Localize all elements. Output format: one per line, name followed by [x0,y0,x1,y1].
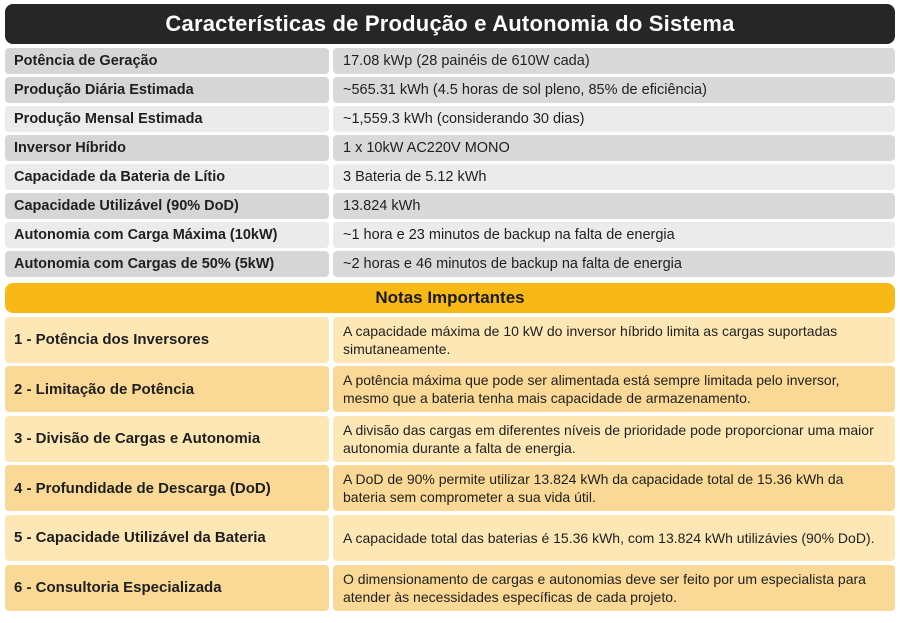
note-text-content: A potência máxima que pode ser alimentada está sempre limitada pelo inversor, mesmo que a bateria tenha mais capacidade de armazenamento. [343,372,840,407]
spec-row [5,251,895,277]
note-text-content: A divisão das cargas em diferentes níveis de prioridade pode proporcionar uma maior autonomia durante a falta de energia. [343,421,874,456]
page-title: Características de Produção e Autonomia do Sistema [5,4,895,44]
note-row [5,366,895,412]
spec-label: Autonomia com Cargas de 50% (5kW) [5,251,329,277]
note-text [333,416,895,462]
note-label: 3 - Divisão de Cargas e Autonomia [5,416,329,462]
spec-value: 1 x 10kW AC220V MONO [333,135,895,161]
spec-row [5,135,895,161]
note-label: 4 - Profundidade de Descarga (DoD) [5,465,329,511]
note-row [5,416,895,462]
spec-label: Capacidade Utilizável (90% DoD) [5,193,329,219]
specs-table [5,48,895,277]
spec-value: 3 Bateria de 5.12 kWh [333,164,895,190]
note-text [333,317,895,363]
note-text [333,366,895,412]
spec-value: ~1,559.3 kWh (considerando 30 dias) [333,106,895,132]
spec-row [5,106,895,132]
note-row [5,565,895,611]
spec-row [5,164,895,190]
spec-value: ~1 hora e 23 minutos de backup na falta de energia [333,222,895,248]
note-text [333,465,895,511]
spec-row [5,77,895,103]
note-label: 6 - Consultoria Especializada [5,565,329,611]
note-text-content: A capacidade total das baterias é 15.36 kWh, com 13.824 kWh utilizávies (90% DoD). [343,529,875,546]
note-text [333,565,895,611]
spec-label: Potência de Geração [5,48,329,74]
spec-label: Autonomia com Carga Máxima (10kW) [5,222,329,248]
spec-row [5,48,895,74]
note-row [5,465,895,511]
spec-label: Capacidade da Bateria de Lítio [5,164,329,190]
spec-label: Produção Diária Estimada [5,77,329,103]
note-text-content: A capacidade máxima de 10 kW do inversor híbrido limita as cargas suportadas simutaneamente. [343,322,838,357]
spec-value: 13.824 kWh [333,193,895,219]
note-label: 2 - Limitação de Potência [5,366,329,412]
spec-value: ~2 horas e 46 minutos de backup na falta de energia [333,251,895,277]
spec-label: Inversor Híbrido [5,135,329,161]
note-text-content: O dimensionamento de cargas e autonomias deve ser feito por um especialista para atender às necessidades específicas de cada projeto. [343,570,866,605]
spec-value: ~565.31 kWh (4.5 horas de sol pleno, 85% de eficiência) [333,77,895,103]
notes-table [5,317,895,611]
note-label: 5 - Capacidade Utilizável da Bateria [5,515,329,561]
note-text [333,515,895,561]
note-text-content: A DoD de 90% permite utilizar 13.824 kWh da capacidade total de 15.36 kWh da bateria sem comprometer a sua vida útil. [343,471,844,506]
spec-row [5,222,895,248]
note-label: 1 - Potência dos Inversores [5,317,329,363]
system-characteristics-document [5,4,895,611]
notes-heading: Notas Importantes [5,283,895,313]
spec-row [5,193,895,219]
note-row [5,515,895,561]
note-row [5,317,895,363]
spec-label: Produção Mensal Estimada [5,106,329,132]
spec-value: 17.08 kWp (28 painéis de 610W cada) [333,48,895,74]
